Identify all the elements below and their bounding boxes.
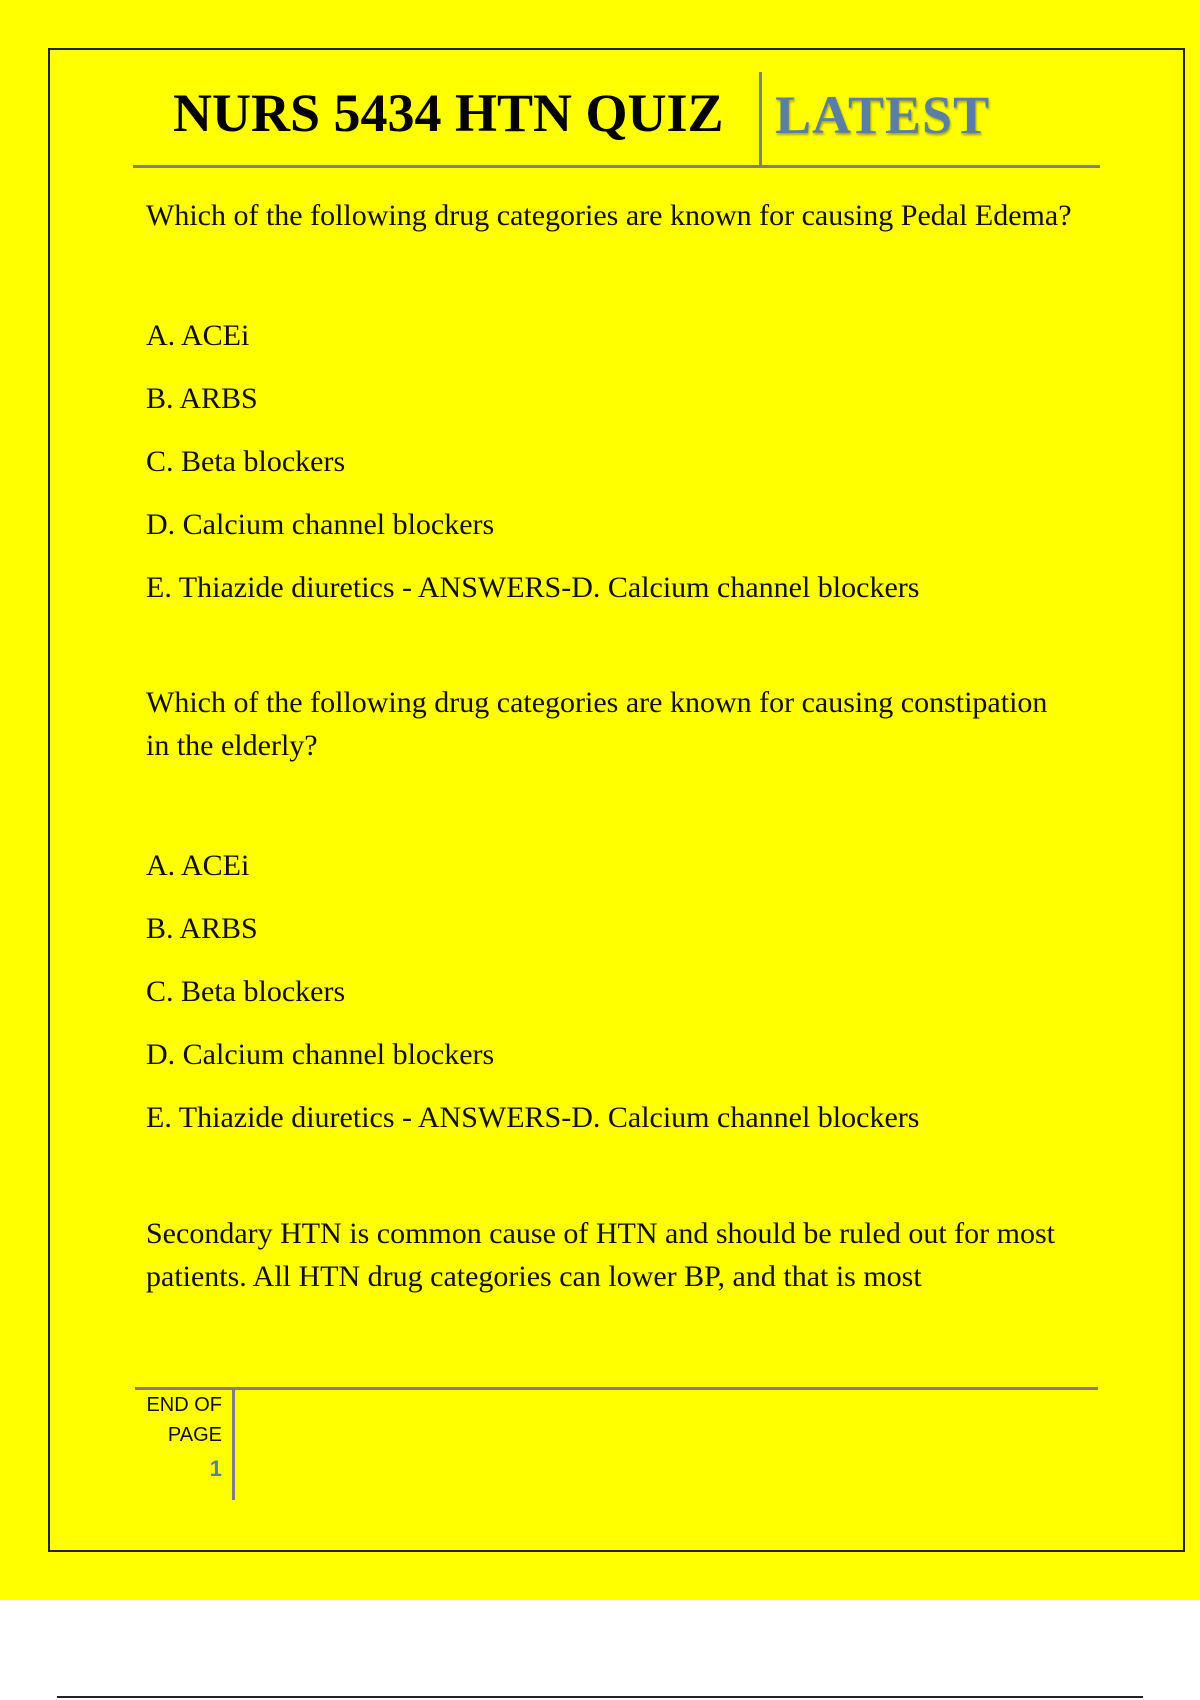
footer-page: PAGE (167, 1424, 222, 1446)
quiz-content (146, 194, 1076, 1298)
question-2-option-b: B. ARBS (146, 912, 258, 945)
document-title: NURS 5434 HTN QUIZ (173, 83, 724, 143)
latest-tag: LATEST (775, 85, 991, 145)
question-2-option-a: A. ACEi (146, 849, 250, 882)
question-1-option-b: B. ARBS (146, 382, 258, 415)
question-3-text: Secondary HTN is common cause of HTN and should be ruled out for most patients. All HTN drug categories can lower BP, and that is most (146, 1217, 1055, 1293)
question-1-option-d: D. Calcium channel blockers (146, 508, 495, 541)
question-1-text: Which of the following drug categories are known for causing Pedal Edema? (146, 199, 1072, 232)
question-2-options (146, 844, 1076, 1159)
next-page-rule (57, 1696, 1143, 1698)
question-1-options (146, 314, 1076, 629)
question-1-option-a: A. ACEi (146, 319, 250, 352)
page-header (133, 72, 1100, 168)
page-number: 1 (209, 1456, 222, 1481)
footer-end-of: END OF (146, 1394, 222, 1416)
question-2-option-d: D. Calcium channel blockers (146, 1038, 495, 1071)
header-divider (759, 72, 762, 168)
question-2-option-e: E. Thiazide diuretics - ANSWERS-D. Calcium channel blockers (146, 1101, 920, 1134)
question-1-option-c: C. Beta blockers (146, 445, 346, 478)
question-1-option-e: E. Thiazide diuretics - ANSWERS-D. Calcium channel blockers (146, 571, 920, 604)
question-2-text: Which of the following drug categories are known for causing constipation in the elderly? (146, 686, 1048, 762)
page-footer (135, 1390, 235, 1500)
question-2-option-c: C. Beta blockers (146, 975, 346, 1008)
footer-rule (135, 1387, 1098, 1390)
